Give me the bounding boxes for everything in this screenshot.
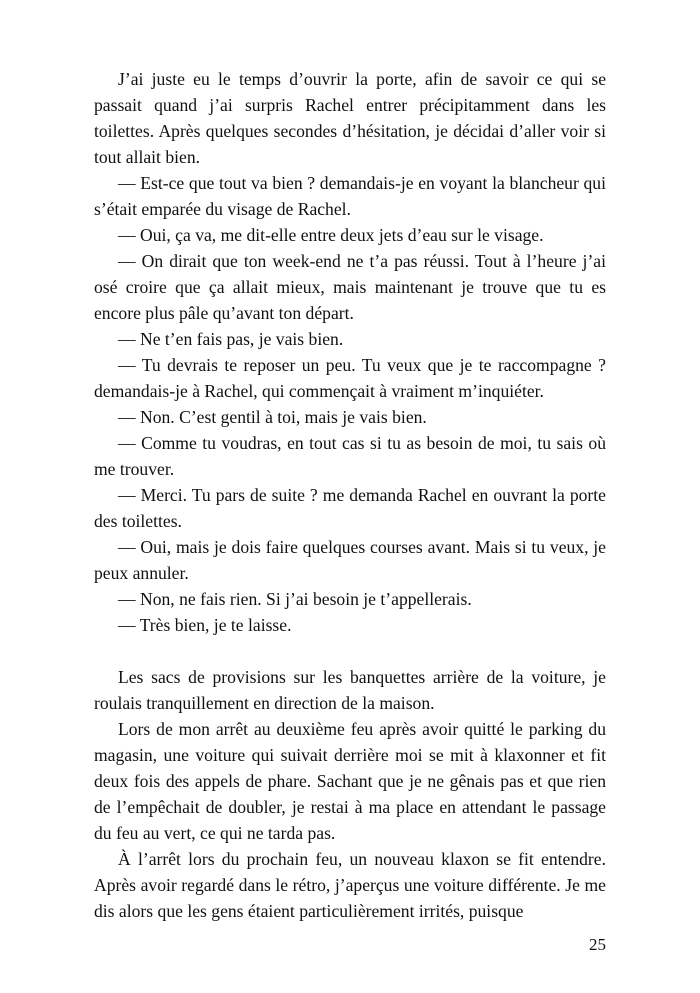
dialogue-line: — Non, ne fais rien. Si j’ai besoin je t’appellerais.	[118, 589, 472, 609]
dialogue-line: — Tu devrais te reposer un peu. Tu veux que je te raccompagne ? demandais-je à Rachel, qui commençait à vraiment m’inquiéter.	[94, 355, 606, 401]
dialogue-line: — Merci. Tu pars de suite ? me demanda Rachel en ouvrant la porte des toilettes.	[94, 485, 606, 531]
body-text	[94, 66, 606, 924]
paragraph: Lors de mon arrêt au deuxième feu après avoir quitté le parking du magasin, une voiture qui suivait derrière moi se mit à klaxonner et fit deux fois des appels de phare. Sachant que je ne gênais pas et que rien de l’empêchait de doubler, je restai à ma place en attendant le passage du feu au vert, ce qui ne tarda pas.	[94, 719, 606, 843]
dialogue-line: — Comme tu voudras, en tout cas si tu as besoin de moi, tu sais où me trouver.	[94, 433, 606, 479]
page-number: 25	[589, 935, 606, 954]
dialogue-line: — Ne t’en fais pas, je vais bien.	[118, 329, 344, 349]
dialogue-line: — Oui, mais je dois faire quelques courses avant. Mais si tu veux, je peux annuler.	[94, 537, 606, 583]
dialogue-line: — On dirait que ton week-end ne t’a pas réussi. Tout à l’heure j’ai osé croire que ça allait mieux, mais maintenant je trouve que tu es encore plus pâle qu’avant ton départ.	[94, 251, 606, 323]
dialogue-line: — Non. C’est gentil à toi, mais je vais bien.	[118, 407, 427, 427]
dialogue-line: — Très bien, je te laisse.	[118, 615, 292, 635]
paragraph: À l’arrêt lors du prochain feu, un nouveau klaxon se fit entendre. Après avoir regardé dans le rétro, j’aperçus une voiture différente. Je me dis alors que les gens étaient particulièrement irrités, puisque	[94, 849, 606, 921]
dialogue-line: — Oui, ça va, me dit-elle entre deux jets d’eau sur le visage.	[118, 225, 544, 245]
paragraph: Les sacs de provisions sur les banquettes arrière de la voiture, je roulais tranquillement en direction de la maison.	[94, 667, 606, 713]
paragraph: J’ai juste eu le temps d’ouvrir la porte, afin de savoir ce qui se passait quand j’ai surpris Rachel entrer précipitamment dans les toilettes. Après quelques secondes d’hésitation, je décidai d’aller voir si tout allait bien.	[94, 69, 606, 167]
dialogue-line: — Est-ce que tout va bien ? demandais-je en voyant la blancheur qui s’était emparée du visage de Rachel.	[94, 173, 606, 219]
